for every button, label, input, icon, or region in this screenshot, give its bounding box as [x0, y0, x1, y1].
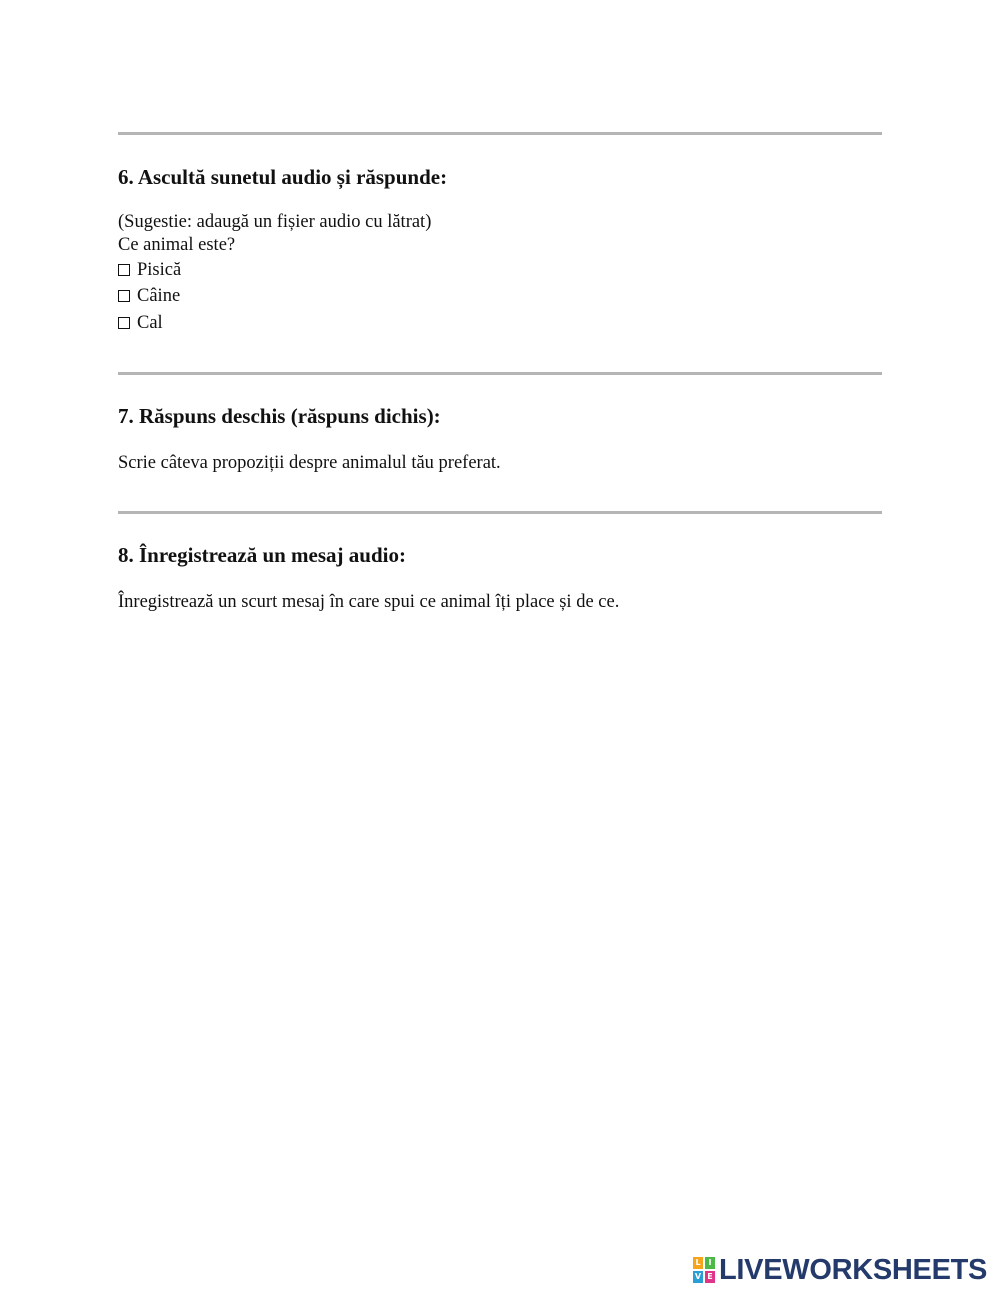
option-label: Câine	[137, 286, 181, 306]
liveworksheets-logo	[693, 1255, 987, 1285]
divider-7	[118, 372, 882, 375]
question-8-prompt: Înregistrează un scurt mesaj în care spui ce animal îți place și de ce.	[118, 592, 620, 612]
logo-tile: L	[693, 1257, 703, 1269]
logo-tiles-icon	[693, 1257, 715, 1283]
question-6-hint: (Sugestie: adaugă un fișier audio cu lătrat)	[118, 212, 432, 232]
option-caine[interactable]	[118, 284, 180, 308]
divider-8	[118, 511, 882, 514]
question-6-heading: 6. Ascultă sunetul audio și răspunde:	[118, 165, 448, 189]
question-6-prompt: Ce animal este?	[118, 235, 236, 255]
option-label: Pisică	[137, 260, 182, 280]
logo-tile: E	[705, 1271, 715, 1283]
logo-text: LIVEWORKSHEETS	[719, 1254, 988, 1286]
checkbox-icon[interactable]	[118, 264, 130, 276]
option-cal[interactable]	[118, 311, 163, 335]
question-7-heading: 7. Răspuns deschis (răspuns dichis):	[118, 404, 441, 428]
logo-tile: I	[705, 1257, 715, 1269]
option-label: Cal	[137, 313, 163, 333]
question-7-prompt: Scrie câteva propoziții despre animalul tău preferat.	[118, 453, 501, 473]
question-8-heading: 8. Înregistrează un mesaj audio:	[118, 543, 406, 567]
option-pisica[interactable]	[118, 258, 181, 282]
checkbox-icon[interactable]	[118, 317, 130, 329]
logo-tile: V	[694, 1272, 702, 1281]
checkbox-icon[interactable]	[118, 290, 130, 302]
divider-top	[118, 132, 882, 135]
